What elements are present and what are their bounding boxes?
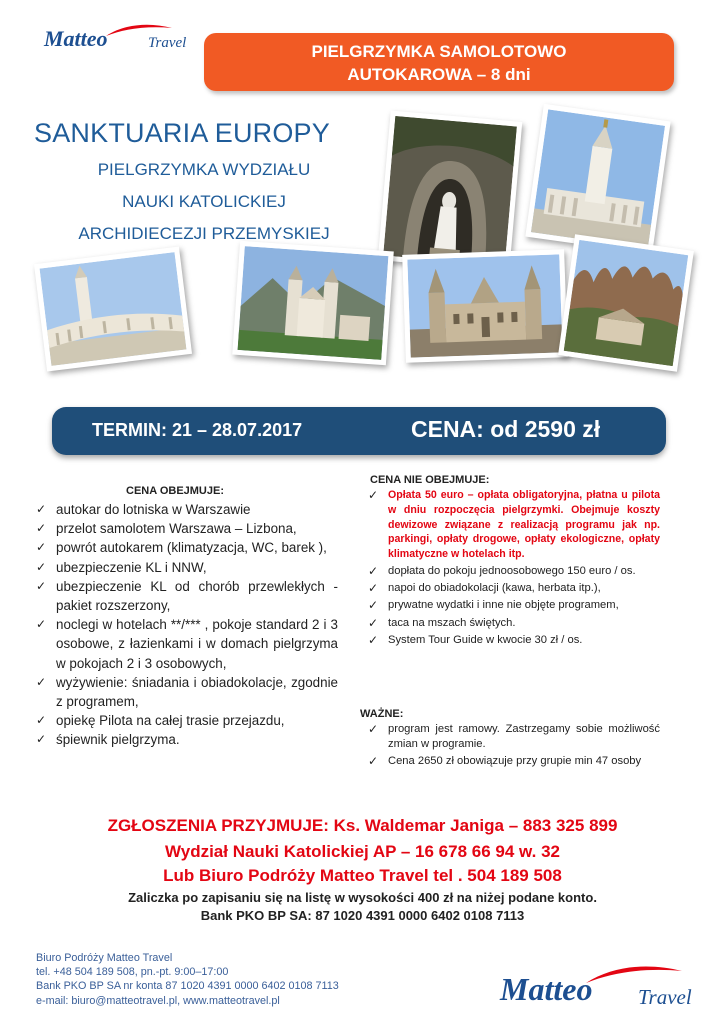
trip-price: CENA: od 2590 zł [411,416,601,442]
subtitle-line-3: ARCHIDIECEZJI PRZEMYSKIEJ [78,224,330,243]
office-contact: Lub Biuro Podróży Matteo Travel tel . 504 189 508 [163,866,562,885]
banner-line-1: PIELGRZYMKA SAMOLOTOWO [311,42,567,61]
lourdes-grotto-photo [378,111,523,272]
important-item: ✓ Cena 2650 zł obowiązuje przy grupie min 47 osoby [364,754,660,769]
logo-top [44,26,194,58]
mandatory-fee-item: ✓ Opłata 50 euro – opłata obligatoryjna, płatna u pilota w dniu rozpoczęcia pielgrzymki. Obejmuje koszty dewizowe związane z realizacją programu jak np. parkingi, opłaty drogowe, opłaty ekologiczne, opłaty klimatyczne w hotelach itp. [364,488,660,562]
logo-name: Matteo [500,971,593,1007]
included-list [32,500,338,750]
excluded-item: ✓ System Tour Guide w kwocie 30 zł / os. [364,633,660,648]
logo-name: Matteo [44,26,108,51]
footer-line: Biuro Podróży Matteo Travel [36,952,173,964]
excluded-list [364,488,660,650]
included-heading: CENA OBEJMUJE: [126,485,224,497]
excluded-item: ✓ prywatne wydatki i inne nie objęte programem, [364,598,660,613]
included-item: ✓ powrót autokarem (klimatyzacja, WC, barek ), [32,538,338,557]
included-item: ✓ wyżywienie: śniadania i obiadokolacje, zgodnie z programem, [32,673,338,711]
banner-line-2: AUTOKAROWA – 8 dni [347,65,531,84]
fatima-colonnade-photo [34,247,192,372]
logo-sub: Travel [148,35,187,51]
footer-contact [36,951,376,1008]
montserrat-mountains-photo [558,234,694,372]
included-item: ✓ opiekę Pilota na całej trasie przejazdu, [32,711,338,730]
santiago-cathedral-photo [402,249,568,363]
excluded-item: ✓ napoi do obiadokolacji (kawa, herbata itp.), [364,581,660,596]
swoosh-icon [584,963,684,985]
excluded-item: ✓ taca na mszach świętych. [364,616,660,631]
included-item: ✓ przelot samolotem Warszawa – Lizbona, [32,519,338,538]
subtitle-line-2: NAUKI KATOLICKIEJ [122,192,286,211]
deposit-note: Zaliczka po zapisaniu się na listę w wysokości 400 zł na niżej podane konto. [128,890,597,905]
footer-line: e-mail: biuro@matteotravel.pl, www.matteotravel.pl [36,994,280,1007]
logo-bottom [500,965,700,1015]
swoosh-icon [104,22,174,38]
department-contact: Wydział Nauki Katolickiej AP – 16 678 66 94 w. 32 [165,842,560,861]
footer-line: tel. +48 504 189 508, pn.-pt. 9:00–17:00 [36,966,229,979]
important-heading: WAŻNE: [360,708,404,720]
important-list [364,722,660,772]
excluded-item: ✓ dopłata do pokoju jednoosobowego 150 euro / os. [364,564,660,579]
included-item: ✓ ubezpieczenie KL i NNW, [32,558,338,577]
included-item: ✓ noclegi w hotelach **/*** , pokoje standard 2 i 3 osobowe, z łazienkami i w domach pielgrzyma w pokojach 2 i 3 osobowych, [32,615,338,673]
excluded-heading: CENA NIE OBEJMUJE: [370,474,490,486]
bank-account: Bank PKO BP SA: 87 1020 4391 0000 6402 0108 7113 [200,908,525,923]
subtitle-line-1: PIELGRZYMKA WYDZIAŁU [97,160,311,179]
trip-dates: TERMIN: 21 – 28.07.2017 [92,420,303,440]
montserrat-church-photo [232,241,394,365]
included-item: ✓ śpiewnik pielgrzyma. [32,730,338,749]
registration-contact: ZGŁOSZENIA PRZYJMUJE: Ks. Waldemar Janiga – 883 325 899 [107,816,618,835]
included-item: ✓ ubezpieczenie KL od chorób przewlekłych - pakiet rozszerzony, [32,577,338,615]
page-title: SANKTUARIA EUROPY [34,118,330,148]
included-item: ✓ autokar do lotniska w Warszawie [32,500,338,519]
trip-type-banner [204,33,674,91]
footer-line: Bank PKO BP SA nr konta 87 1020 4391 0000 6402 0108 7113 [36,980,339,993]
fatima-basilica-photo [525,104,670,255]
logo-sub: Travel [638,985,692,1009]
date-price-bar [52,407,666,455]
important-item: ✓ program jest ramowy. Zastrzegamy sobie możliwość zmian w programie. [364,722,660,752]
